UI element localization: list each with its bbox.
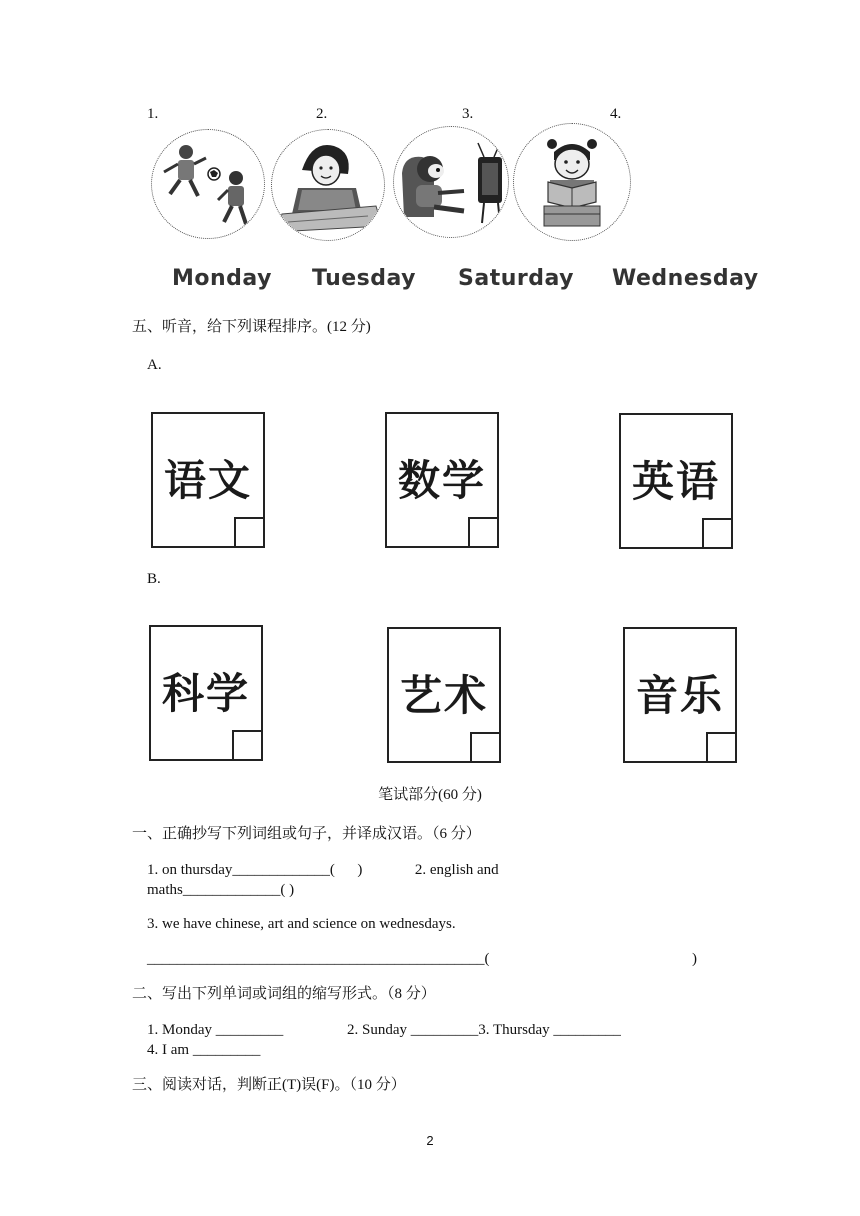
- boy-watching-tv-icon: [393, 126, 509, 238]
- pic-number-4: 4.: [610, 106, 622, 122]
- section-5-title: 五、听音，给下列课程排序。(12 分): [132, 319, 371, 335]
- subject-name: 语文: [163, 456, 252, 505]
- q2-line-1: 1. Monday _________ 2. Sunday _________3. Thursday _________: [147, 1022, 621, 1038]
- order-answer-box[interactable]: [232, 730, 263, 761]
- group-b-label: B.: [147, 571, 161, 587]
- q1-line-3: 3. we have chinese, art and science on wednesdays.: [147, 916, 456, 932]
- q1-line-1: 1. on thursday_____________( ) 2. english and: [147, 862, 499, 878]
- q1-answer-close: ): [692, 951, 697, 967]
- girl-reading-book-icon: [513, 123, 631, 241]
- q2-line-2: 4. I am _________: [147, 1042, 261, 1058]
- subject-name: 科学: [161, 669, 250, 718]
- subject-name: 音乐: [635, 671, 724, 720]
- order-answer-box[interactable]: [468, 517, 499, 548]
- day-label-saturday: Saturday: [458, 266, 574, 291]
- order-answer-box[interactable]: [702, 518, 733, 549]
- day-label-monday: Monday: [172, 266, 272, 291]
- subject-name: 英语: [631, 457, 720, 506]
- kids-playing-football-icon: [151, 129, 265, 239]
- subject-card-chinese: [151, 412, 265, 548]
- order-answer-box[interactable]: [234, 517, 265, 548]
- q1-line-2: maths_____________( ): [147, 882, 295, 898]
- day-label-wednesday: Wednesday: [612, 266, 759, 291]
- order-answer-box[interactable]: [706, 732, 737, 763]
- pic-number-3: 3.: [462, 106, 474, 122]
- pic-number-2: 2.: [316, 106, 328, 122]
- q2-title: 二、写出下列单词或词组的缩写形式。（8 分）: [132, 986, 436, 1002]
- order-answer-box[interactable]: [470, 732, 501, 763]
- subject-card-english: [619, 413, 733, 549]
- day-label-tuesday: Tuesday: [312, 266, 417, 291]
- q1-answer-line[interactable]: _____________________________________________(: [147, 951, 490, 967]
- q3-title: 三、阅读对话，判断正(T)误(F)。（10 分）: [132, 1077, 406, 1093]
- girl-drawing-icon: [271, 129, 385, 241]
- group-a-label: A.: [147, 357, 162, 373]
- page-number: 2: [426, 1133, 434, 1148]
- subject-card-science: [149, 625, 263, 761]
- pic-number-1: 1.: [147, 106, 159, 122]
- subject-card-music: [623, 627, 737, 763]
- written-part-heading: 笔试部分(60 分): [378, 787, 482, 803]
- subject-card-art: [387, 627, 501, 763]
- subject-card-maths: [385, 412, 499, 548]
- subject-name: 数学: [397, 456, 486, 505]
- subject-name: 艺术: [399, 671, 488, 720]
- q1-title: 一、正确抄写下列词组或句子，并译成汉语。（6 分）: [132, 826, 481, 842]
